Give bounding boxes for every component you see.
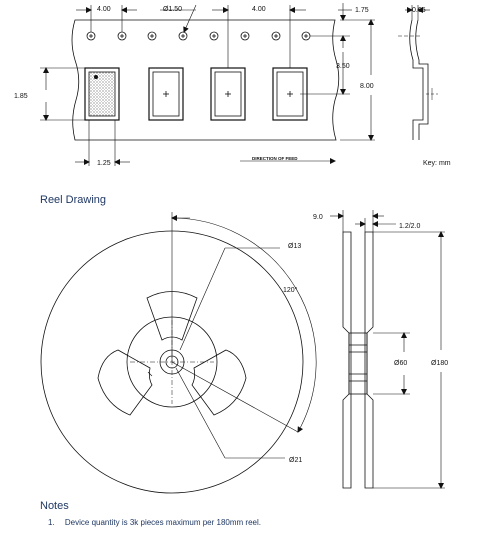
note-item-1: [48, 518, 261, 527]
sprocket-holes: [87, 32, 310, 40]
dim-arbor: Ø21: [289, 457, 303, 464]
dim-flange: 1.2/2.0: [399, 223, 421, 230]
dim-angle: 120°: [283, 287, 298, 294]
direction-of-feed-label: DIRECTION OF FEED: [252, 156, 298, 161]
reel-side-view: [330, 210, 445, 488]
dim-edge: 1.75: [355, 7, 369, 14]
dim-reel-width: 9.0: [313, 214, 323, 221]
notes-heading: Notes: [40, 500, 69, 512]
dim-hub-hole: Ø13: [288, 243, 302, 250]
dim-pitch-left: 4.00: [97, 6, 111, 13]
dim-pocket-height: 1.85: [14, 93, 28, 100]
reel-window-left: [98, 350, 152, 415]
pocket-1: [85, 68, 119, 120]
note-number: 1.: [48, 518, 55, 527]
dim-thickness: 0.65: [412, 7, 426, 14]
dim-hub-dia: Ø60: [394, 360, 408, 367]
carrier-tape-view: [40, 3, 375, 166]
dim-row-offset: 3.50: [336, 63, 350, 70]
note-text: Device quantity is 3k pieces maximum per 180mm reel.: [64, 518, 261, 527]
dim-pitch-right: 4.00: [252, 6, 266, 13]
reel-window-right: [192, 350, 246, 415]
reel-drawing-heading: Reel Drawing: [40, 194, 107, 206]
reel-front-view: [41, 212, 316, 493]
dim-hole-dia: Ø1.50: [163, 6, 183, 13]
dim-width: 8.00: [360, 83, 374, 90]
tape-side-view: [398, 5, 438, 140]
pocket-2: [149, 68, 183, 120]
key-label: Key: mm: [423, 160, 451, 167]
pocket-3: [211, 68, 245, 120]
dim-outer-dia: Ø180: [431, 360, 449, 367]
dim-pocket-width: 1.25: [97, 160, 111, 167]
